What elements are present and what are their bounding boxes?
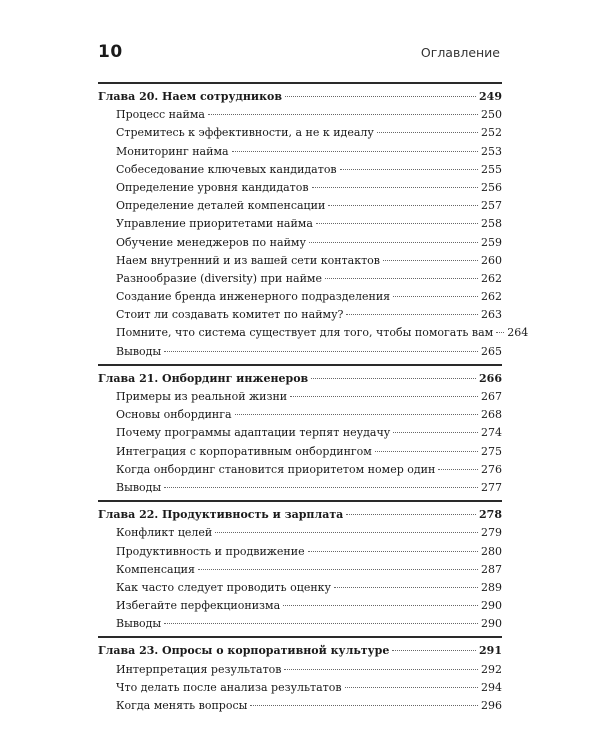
section-entry — [98, 424, 502, 442]
section-entry-page: 275 — [481, 444, 502, 458]
dot-leader — [496, 332, 504, 333]
section-entry-title: Что делать после анализа результатов — [116, 680, 342, 694]
section-entry — [98, 234, 502, 252]
section-entry — [98, 679, 502, 697]
section-entry-page: 262 — [481, 290, 502, 304]
section-entry-page: 256 — [481, 180, 502, 194]
section-entry — [98, 252, 502, 270]
dot-leader — [232, 151, 478, 152]
section-entry-title: Продуктивность и продвижение — [116, 544, 305, 558]
section-entry — [98, 106, 502, 124]
chapter-entry-page: 291 — [479, 644, 502, 658]
chapter-entry — [98, 642, 502, 660]
page-number: 10 — [98, 42, 123, 62]
section-entry-title: Помните, что система существует для того, чтобы помогать вам — [116, 326, 494, 340]
section-entry — [98, 661, 502, 679]
section-entry-page: 276 — [481, 462, 502, 476]
dot-leader — [215, 532, 478, 533]
section-entry-page: 289 — [481, 580, 502, 594]
section-entry — [98, 524, 502, 542]
section-entry-page: 277 — [481, 480, 502, 494]
dot-leader — [308, 551, 478, 552]
dot-leader — [383, 260, 478, 261]
section-entry-page: 264 — [507, 326, 529, 340]
chapter-block — [98, 636, 502, 715]
section-entry-page: 287 — [481, 562, 502, 576]
chapter-entry — [98, 506, 502, 524]
dot-leader — [285, 96, 476, 97]
section-entry-page: 280 — [481, 544, 502, 558]
section-entry — [98, 461, 502, 479]
section-entry — [98, 697, 502, 715]
section-entry-title: Обучение менеджеров по найму — [116, 235, 306, 249]
section-entry — [98, 288, 502, 306]
dot-leader — [346, 314, 478, 315]
section-entry-page: 258 — [481, 217, 502, 231]
section-entry-page: 253 — [481, 144, 502, 158]
table-of-contents — [98, 82, 529, 718]
section-entry-page: 296 — [481, 699, 502, 712]
dot-leader — [438, 469, 478, 470]
dot-leader — [309, 242, 478, 243]
section-entry — [98, 388, 502, 406]
section-entry — [98, 543, 502, 561]
section-entry-page: 265 — [481, 344, 502, 358]
chapter-entry — [98, 88, 502, 106]
chapter-block — [98, 364, 502, 497]
section-entry-title: Интерпретация результатов — [116, 662, 282, 676]
chapter-block — [98, 82, 529, 361]
dot-leader — [393, 296, 478, 297]
dot-leader — [334, 587, 478, 588]
dot-leader — [345, 687, 478, 688]
dot-leader — [377, 132, 478, 133]
section-entry-page: 294 — [481, 680, 502, 694]
dot-leader — [164, 623, 478, 624]
section-entry-title: Основы онбординга — [116, 408, 232, 422]
section-entry-title: Избегайте перфекционизма — [116, 599, 281, 613]
section-entry-page: 267 — [481, 390, 502, 403]
dot-leader — [312, 187, 478, 188]
section-entry — [98, 579, 502, 597]
section-entry — [98, 597, 502, 615]
section-entry-title: Мониторинг найма — [116, 144, 229, 158]
section-entry — [98, 143, 502, 161]
section-entry-page: 250 — [481, 108, 502, 122]
section-entry-title: Как часто следует проводить оценку — [116, 580, 332, 594]
section-entry-title: Управление приоритетами найма — [116, 217, 313, 231]
running-head: Оглавление — [420, 45, 500, 60]
section-entry-page: 292 — [481, 662, 502, 676]
section-entry — [98, 179, 502, 197]
chapter-block — [98, 500, 502, 633]
section-entry-title: Выводы — [116, 344, 162, 358]
dot-leader — [346, 514, 476, 515]
section-entry-page: 255 — [481, 162, 502, 176]
chapter-entry-title: Глава 22. Продуктивность и зарплата — [98, 508, 344, 522]
section-entry-page: 290 — [481, 617, 502, 631]
section-entry-title: Когда онбординг становится приоритетом номер один — [116, 462, 436, 476]
chapter-entry-title: Глава 21. Онбординг инженеров — [98, 371, 309, 385]
section-entry — [98, 479, 502, 497]
section-entry — [98, 306, 502, 324]
section-entry-title: Стоит ли создавать комитет по найму? — [116, 308, 344, 322]
section-entry-page: 268 — [481, 408, 502, 422]
section-entry-page: 290 — [481, 599, 502, 613]
section-entry-title: Наем внутренний и из вашей сети контактов — [116, 253, 380, 267]
section-entry-title: Интеграция с корпоративным онбордингом — [116, 444, 372, 458]
section-entry-title: Когда менять вопросы — [116, 699, 248, 712]
section-entry-title: Примеры из реальной жизни — [116, 390, 288, 403]
chapter-entry-page: 266 — [479, 371, 502, 385]
dot-leader — [283, 605, 478, 606]
dot-leader — [208, 114, 478, 115]
chapter-entry-page: 278 — [479, 508, 502, 522]
dot-leader — [311, 378, 476, 379]
chapter-entry-title: Глава 23. Опросы о корпоративной культуре — [98, 644, 390, 658]
section-entry-title: Выводы — [116, 480, 162, 494]
section-entry-title: Определение деталей компенсации — [116, 199, 326, 213]
section-entry — [98, 443, 502, 461]
section-entry — [98, 124, 502, 142]
dot-leader — [316, 223, 478, 224]
dot-leader — [284, 669, 478, 670]
dot-leader — [250, 705, 478, 706]
section-entry-title: Конфликт целей — [116, 526, 213, 540]
section-entry — [98, 615, 502, 633]
dot-leader — [164, 351, 478, 352]
section-entry — [98, 324, 529, 342]
section-entry — [98, 270, 502, 288]
section-entry — [98, 406, 502, 424]
section-entry — [98, 197, 502, 215]
dot-leader — [375, 451, 478, 452]
dot-leader — [325, 278, 478, 279]
section-entry — [98, 215, 502, 233]
section-entry — [98, 561, 502, 579]
chapter-entry-page: 249 — [479, 90, 502, 103]
section-entry-title: Разнообразие (diversity) при найме — [116, 271, 323, 285]
section-entry-title: Определение уровня кандидатов — [116, 180, 309, 194]
dot-leader — [340, 169, 478, 170]
section-entry — [98, 161, 502, 179]
section-entry-page: 274 — [481, 426, 502, 440]
section-entry-page: 279 — [481, 526, 502, 540]
section-entry-page: 260 — [481, 253, 502, 267]
section-entry-page: 252 — [481, 126, 502, 140]
section-entry-title: Создание бренда инженерного подразделения — [116, 290, 391, 304]
section-entry-title: Стремитесь к эффективности, а не к идеалу — [116, 126, 374, 140]
section-entry-title: Почему программы адаптации терпят неудачу — [116, 426, 391, 440]
dot-leader — [235, 414, 478, 415]
section-entry-page: 263 — [481, 308, 502, 322]
dot-leader — [393, 432, 478, 433]
section-entry-page: 257 — [481, 199, 502, 213]
section-entry-page: 259 — [481, 235, 502, 249]
dot-leader — [392, 650, 476, 651]
dot-leader — [164, 487, 478, 488]
section-entry-title: Процесс найма — [116, 108, 205, 122]
section-entry-page: 262 — [481, 271, 502, 285]
dot-leader — [290, 396, 478, 397]
section-entry-title: Собеседование ключевых кандидатов — [116, 162, 337, 176]
section-entry-title: Выводы — [116, 617, 162, 631]
dot-leader — [328, 205, 478, 206]
dot-leader — [198, 569, 478, 570]
chapter-entry-title: Глава 20. Наем сотрудников — [98, 90, 282, 103]
section-entry-title: Компенсация — [116, 562, 195, 576]
section-entry — [98, 343, 502, 361]
chapter-entry — [98, 370, 502, 388]
